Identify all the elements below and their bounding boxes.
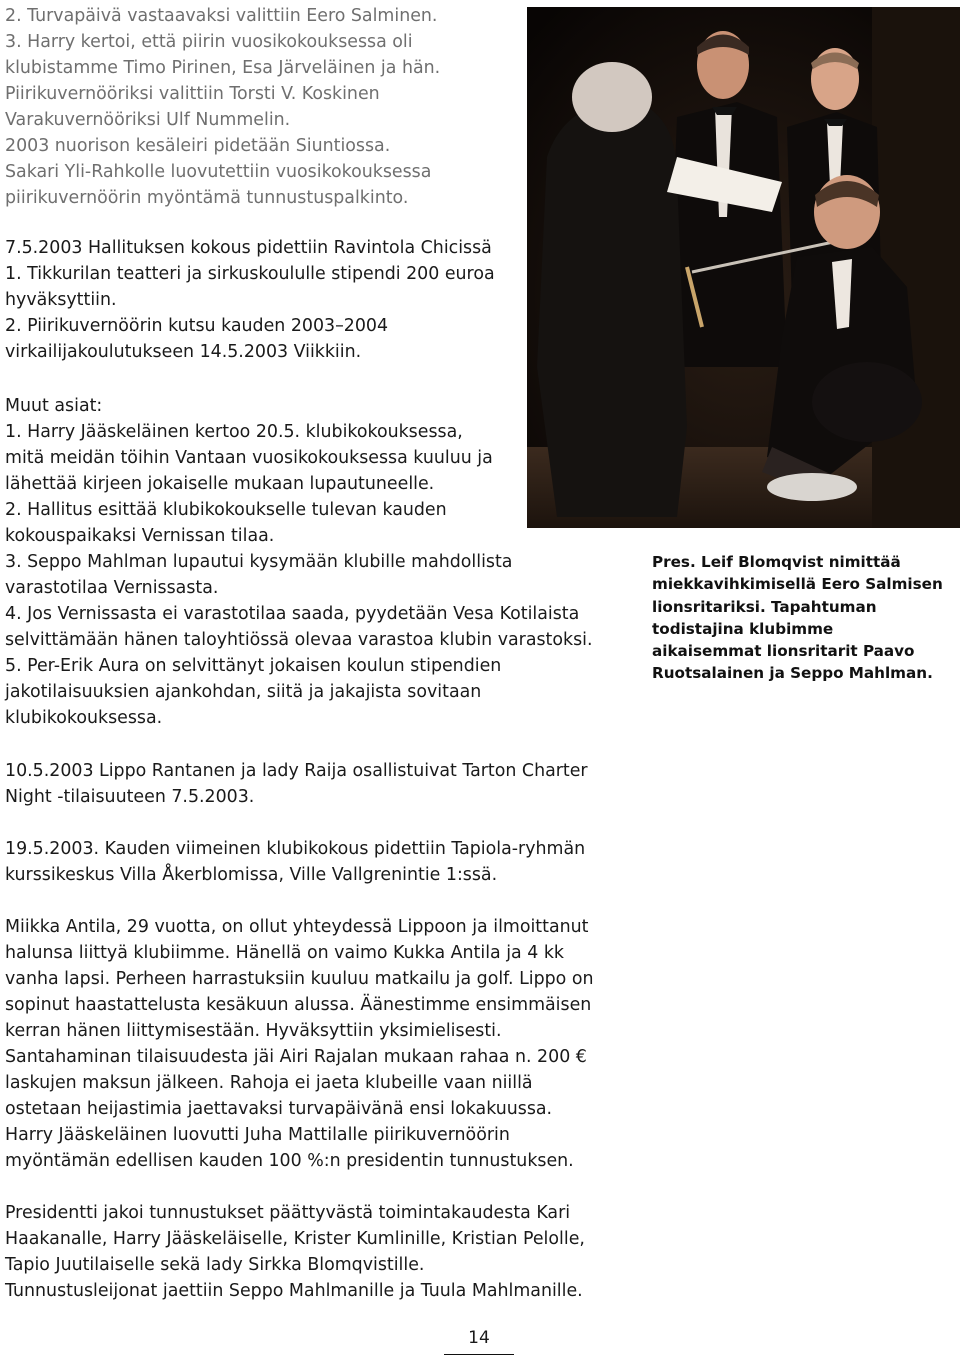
- text-line: sopinut haastattelusta kesäkuun alussa. Äänestimme ensimmäisen: [5, 995, 592, 1015]
- text-line: Harry Jääskeläinen luovutti Juha Mattilalle piirikuvernöörin: [5, 1125, 510, 1145]
- text-line: 7.5.2003 Hallituksen kokous pidettiin Ravintola Chicissä: [5, 238, 492, 258]
- bottom-text-block: [5, 758, 594, 1304]
- text-line: 2. Hallitus esittää klubikokoukselle tulevan kauden: [5, 500, 447, 520]
- text-line: laskujen maksun jälkeen. Rahoja ei jaeta klubeille vaan niillä: [5, 1073, 533, 1093]
- text-line: Sakari Yli-Rahkolle luovutettiin vuosikokouksessa: [5, 162, 432, 182]
- text-line: lähettää kirjeen jokaiselle mukaan lupautuneelle.: [5, 474, 435, 494]
- text-line: klubistamme Timo Pirinen, Esa Järveläinen ja hän.: [5, 58, 441, 78]
- photo-caption: [652, 551, 943, 685]
- text-line: Haakanalle, Harry Jääskeläiselle, Krister Kumlinille, Kristian Pelolle,: [5, 1229, 585, 1249]
- caption-line: Pres. Leif Blomqvist nimittää: [652, 553, 901, 571]
- text-line: 3. Seppo Mahlman lupautui kysymään klubille mahdollista: [5, 552, 513, 572]
- text-line: Presidentti jakoi tunnustukset päättyvästä toimintakaudesta Kari: [5, 1203, 571, 1223]
- text-line: 19.5.2003. Kauden viimeinen klubikokous pidettiin Tapiola-ryhmän: [5, 839, 586, 859]
- text-line: ostetaan heijastimia jaettavaksi turvapäivänä ensi lokakuussa.: [5, 1099, 553, 1119]
- text-line: 2003 nuorison kesäleiri pidetään Siuntiossa.: [5, 136, 391, 156]
- text-line: Varakuvernööriksi Ulf Nummelin.: [5, 110, 291, 130]
- text-line: Piirikuvernööriksi valittiin Torsti V. Koskinen: [5, 84, 380, 104]
- text-line: varastotilaa Vernissasta.: [5, 578, 219, 598]
- text-line: 1. Harry Jääskeläinen kertoo 20.5. klubikokouksessa,: [5, 422, 463, 442]
- text-line: kerran hänen liittymisestään. Hyväksyttiin yksimielisesti.: [5, 1021, 502, 1041]
- text-line: 1. Tikkurilan teatteri ja sirkuskoululle stipendi 200 euroa: [5, 264, 495, 284]
- text-line: jakotilaisuuksien ajankohdan, siitä ja jakajista sovitaan: [5, 682, 482, 702]
- top-text-block: [5, 3, 440, 211]
- section-heading: Muut asiat:: [5, 396, 103, 416]
- text-line: 10.5.2003 Lippo Rantanen ja lady Raija osallistuivat Tarton Charter: [5, 761, 588, 781]
- text-line: 2. Piirikuvernöörin kutsu kauden 2003–2004: [5, 316, 389, 336]
- text-line: 5. Per-Erik Aura on selvittänyt jokaisen koulun stipendien: [5, 656, 502, 676]
- paragraph-gap: [5, 1174, 594, 1200]
- text-line: klubikokouksessa.: [5, 708, 163, 728]
- ceremony-photo: [527, 7, 960, 528]
- text-line: virkailijakoulutukseen 14.5.2003 Viikkiin.: [5, 342, 362, 362]
- text-line: Miikka Antila, 29 vuotta, on ollut yhteydessä Lippoon ja ilmoittanut: [5, 917, 589, 937]
- caption-line: todistajina klubimme: [652, 619, 834, 638]
- page-number: 14: [468, 1328, 490, 1348]
- text-line: hyväksyttiin.: [5, 290, 117, 310]
- text-line: piirikuvernöörin myöntämä tunnustuspalkinto.: [5, 188, 409, 208]
- text-line: myöntämän edellisen kauden 100 %:n presidentin tunnustuksen.: [5, 1151, 574, 1171]
- text-line: halunsa liittyä klubiimme. Hänellä on vaimo Kukka Antila ja 4 kk: [5, 943, 564, 963]
- meeting-text-block: [5, 235, 495, 365]
- text-line: Tunnustusleijonat jaettiin Seppo Mahlmanille ja Tuula Mahlmanille.: [5, 1281, 583, 1301]
- caption-line: lionsritariksi. Tapahtuman: [652, 597, 877, 616]
- text-line: 3. Harry kertoi, että piirin vuosikokouksessa oli: [5, 32, 413, 52]
- text-line: vanha lapsi. Perheen harrastuksiin kuuluu matkailu ja golf. Lippo on: [5, 969, 594, 989]
- caption-line: Ruotsalainen ja Seppo Mahlman.: [652, 664, 933, 683]
- paragraph-gap: [5, 810, 594, 836]
- caption-line: miekkavihkimisellä Eero Salmisen: [652, 575, 943, 594]
- text-line: Santahaminan tilaisuudesta jäi Airi Rajalan mukaan rahaa n. 200 €: [5, 1047, 587, 1067]
- paragraph-gap: [5, 888, 594, 914]
- text-line: Tapio Juutilaiselle sekä lady Sirkka Blomqvistille.: [5, 1255, 425, 1275]
- text-line: 4. Jos Vernissasta ei varastotilaa saada, pyydetään Vesa Kotilaista: [5, 604, 580, 624]
- text-line: mitä meidän töihin Vantaan vuosikokouksessa kuuluu ja: [5, 448, 493, 468]
- page-number-rule: [444, 1354, 514, 1355]
- text-line: 2. Turvapäivä vastaavaksi valittiin Eero Salminen.: [5, 6, 438, 26]
- muut-asiat-block: [5, 393, 593, 731]
- text-line: kurssikeskus Villa Åkerblomissa, Ville Vallgrenintie 1:ssä.: [5, 865, 498, 885]
- caption-line: aikaisemmat lionsritarit Paavo: [652, 642, 915, 661]
- text-line: kokouspaikaksi Vernissan tilaa.: [5, 526, 275, 546]
- text-line: Night -tilaisuuteen 7.5.2003.: [5, 787, 255, 807]
- text-line: selvittämään hänen taloyhtiössä olevaa varastoa klubin varastoksi.: [5, 630, 593, 650]
